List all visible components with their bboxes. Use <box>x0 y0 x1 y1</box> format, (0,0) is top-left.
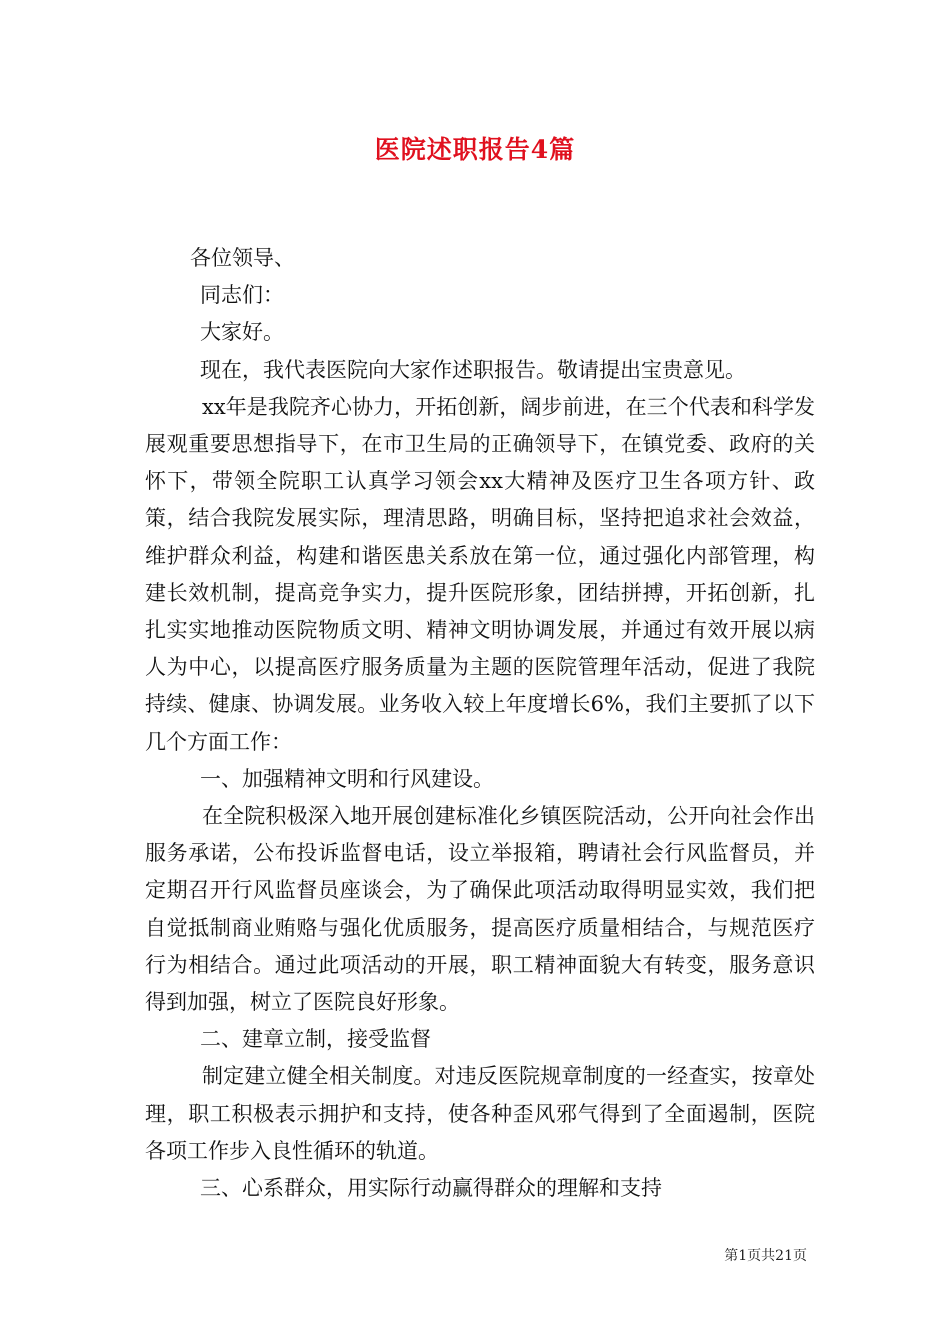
summary-paragraph: xx年是我院齐心协力，开拓创新，阔步前进，在三个代表和科学发展观重要思想指导下，在市卫生局的正确领导下，在镇党委、政府的关怀下，带领全院职工认真学习领会xx大精神及医疗卫生各项方针、政策，结合我院发展实际，理清思路，明确目标，坚持把追求社会效益，维护群众利益，构建和谐医患关系放在第一位，通过强化内部管理，构建长效机制，提高竞争实力，提升医院形象，团结拼搏，开拓创新，扎扎实实地推动医院物质文明、精神文明协调发展，并通过有效开展以病人为中心，以提高医疗服务质量为主题的医院管理年活动，促进了我院持续、健康、协调发展。业务收入较上年度增长6%，我们主要抓了以下几个方面工作： <box>145 394 815 754</box>
document-body <box>145 240 815 1207</box>
salutation-comrades: 同志们： <box>200 283 284 308</box>
greeting: 大家好。 <box>200 320 284 345</box>
page-number: 第1页共21页 <box>724 1248 807 1264</box>
document-title: 医院述职报告4篇 <box>374 135 576 164</box>
section-1-paragraph: 在全院积极深入地开展创建标准化乡镇医院活动，公开向社会作出服务承诺，公布投诉监督电话，设立举报箱，聘请社会行风监督员，并定期召开行风监督员座谈会，为了确保此项活动取得明显实效，我们把自觉抵制商业贿赂与强化优质服务，提高医疗质量相结合，与规范医疗行为相结合。通过此项活动的开展，职工精神面貌大有转变，服务意识得到加强，树立了医院良好形象。 <box>145 804 815 1015</box>
section-heading-3: 三、心系群众，用实际行动赢得群众的理解和支持 <box>200 1176 662 1201</box>
salutation-leaders: 各位领导、 <box>190 246 295 270</box>
intro-paragraph: 现在，我代表医院向大家作述职报告。敬请提出宝贵意见。 <box>200 357 746 382</box>
section-heading-2: 二、建章立制，接受监督 <box>200 1027 431 1052</box>
section-heading-1: 一、加强精神文明和行风建设。 <box>200 766 494 791</box>
section-2-paragraph: 制定建立健全相关制度。对违反医院规章制度的一经查实，按章处理，职工积极表示拥护和支持，使各种歪风邪气得到了全面遏制，医院各项工作步入良性循环的轨道。 <box>145 1064 815 1163</box>
